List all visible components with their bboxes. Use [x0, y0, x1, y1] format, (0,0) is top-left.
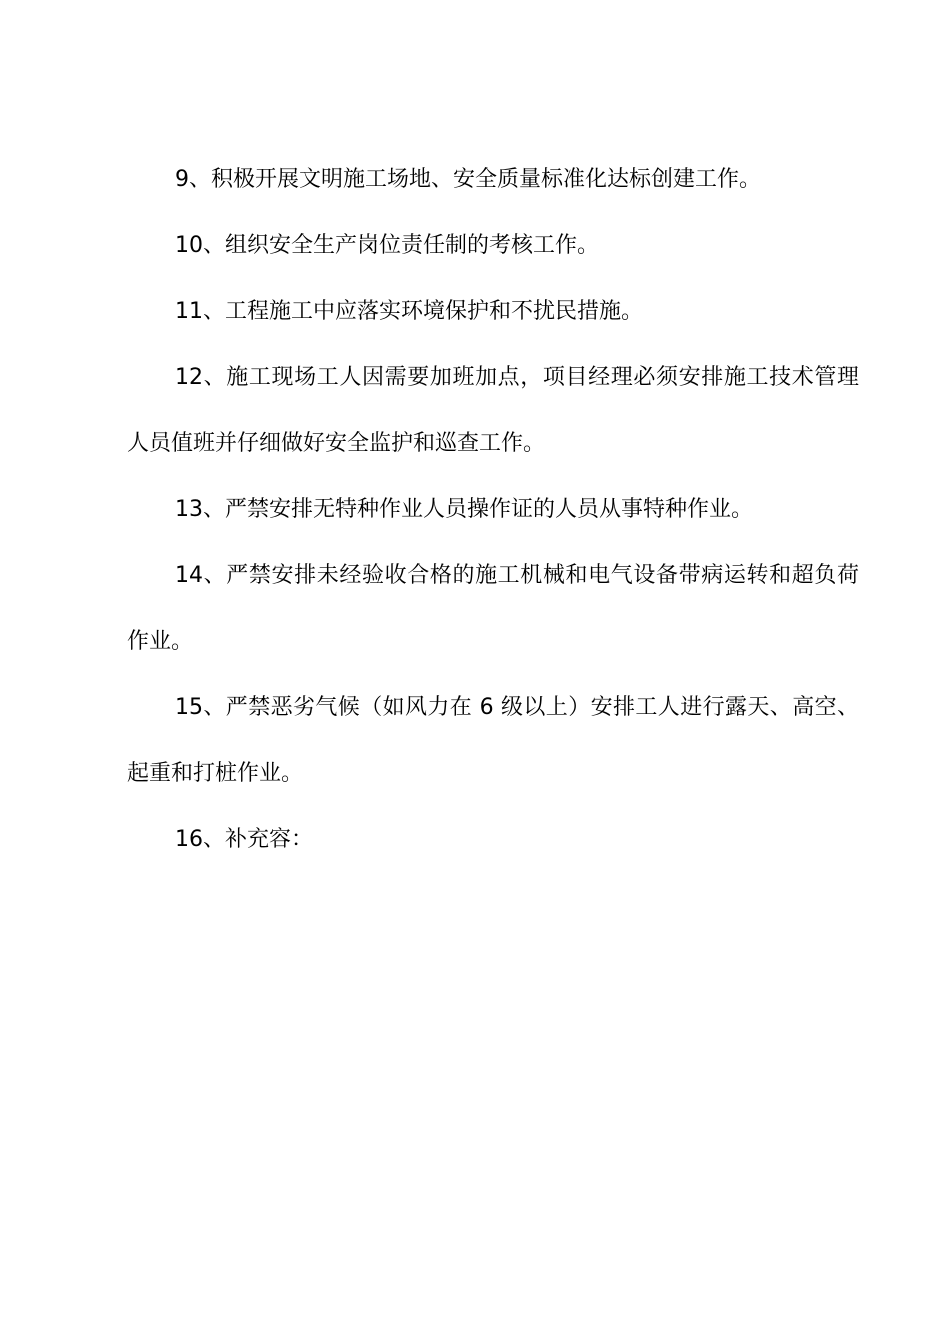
clause-15: 15、严禁恶劣气候（如风力在 6 级以上）安排工人进行露天、高空、起重和打桩作业。: [127, 695, 859, 786]
clause-12: 12、施工现场工人因需要加班加点，项目经理必须安排施工技术管理人员值班并仔细做好安全监护和巡查工作。: [127, 365, 859, 456]
document-body: [127, 158, 859, 884]
clause-14: 14、严禁安排未经验收合格的施工机械和电气设备带病运转和超负荷作业。: [127, 563, 859, 654]
clause-13: 13、严禁安排无特种作业人员操作证的人员从事特种作业。: [175, 497, 753, 522]
clause-16: 16、补充容：: [175, 827, 313, 852]
clause-11: 11、工程施工中应落实环境保护和不扰民措施。: [175, 299, 643, 324]
clause-9: 9、积极开展文明施工场地、安全质量标准化达标创建工作。: [175, 167, 761, 192]
clause-10: 10、组织安全生产岗位责任制的考核工作。: [175, 233, 599, 258]
